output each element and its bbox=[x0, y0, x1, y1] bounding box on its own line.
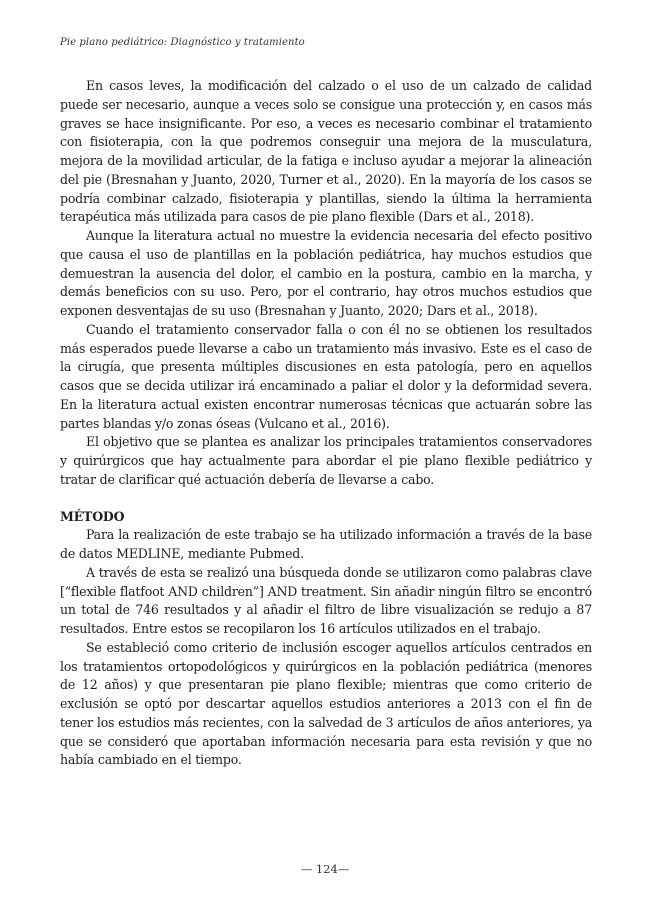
paragraph: Aunque la literatura actual no muestre la evidencia necesaria del efecto positivo que causa el uso de plantillas en la población pediátrica, hay muchos estudios que demuestran la ausencia del dolor, el cambio en la postura, cambio en la marcha, y demás beneficios con su uso. Pero, por el contrario, hay otros muchos estudios que exponen desventajas de su uso (Bresnahan y Juanto, 2020; Dars et al., 2018). bbox=[60, 228, 592, 318]
page-number: — 124— bbox=[300, 862, 350, 876]
paragraph: A través de esta se realizó una búsqueda donde se utilizaron como palabras clave [“flexible flatfoot AND children”] AND treatment. Sin añadir ningún filtro se encontró un total de 746 resultados y al añadir el filtro de libre visualización se redujo a 87 resultados. Entre estos se recopilaron los 16 artículos utilizados en el trabajo. bbox=[60, 564, 592, 636]
paragraph: En casos leves, la modificación del calzado o el uso de un calzado de calidad puede ser necesario, aunque a veces solo se consigue una protección y, en casos más graves se hace insignificante. Por eso, a veces es necesario combinar el tratamiento con fisioterapia, con la que podremos conseguir una mejora de la musculatura, mejora de la movilidad articular, de la fatiga e incluso ayudar a mejorar la alineación del pie (Bresnahan y Juanto, 2020, Turner et al., 2020). En la mayoría de los casos se podría combinar calzado, fisioterapia y plantillas, siendo la última la herramienta terapéutica más utilizada para casos de pie plano flexible (Dars et al., 2018). bbox=[60, 78, 592, 225]
paragraph: Cuando el tratamiento conservador falla o con él no se obtienen los resultados más esperados puede llevarse a cabo un tratamiento más invasivo. Este es el caso de la cirugía, que presenta múltiples discusiones en esta patología, pero en aquellos casos que se decida utilizar irá encaminado a paliar el dolor y la deformidad severa. En la literatura actual existen encontrar numerosas técnicas que actuarán sobre las partes blandas y/o zonas óseas (Vulcano et al., 2016). bbox=[60, 321, 592, 431]
paragraph: Para la realización de este trabajo se ha utilizado información a través de la base de datos MEDLINE, mediante Pubmed. bbox=[60, 527, 592, 561]
paragraph: Se estableció como criterio de inclusión escoger aquellos artículos centrados en los tratamientos ortopodológicos y quirúrgicos en la población pediátrica (menores de 12 años) y que presentaran pie plano flexible; mientras que como criterio de exclusión se optó por descartar aquellos estudios anteriores a 2013 con el fin de tener los estudios más recientes, con la salvedad de 3 artículos de años anteriores, ya que se consideró que aportaban información necesaria para esta revisión y que no había cambiado en el tiempo. bbox=[60, 639, 592, 768]
body-text bbox=[60, 77, 592, 770]
running-title: Pie plano pediátrico: Diagnóstico y tratamiento bbox=[60, 37, 305, 48]
section-heading-method: MÉTODO bbox=[60, 508, 125, 524]
paragraph: El objetivo que se plantea es analizar los principales tratamientos conservadores y quirúrgicos que hay actualmente para abordar el pie plano flexible pediátrico y tratar de clarificar qué actuación debería de llevarse a cabo. bbox=[60, 434, 592, 487]
